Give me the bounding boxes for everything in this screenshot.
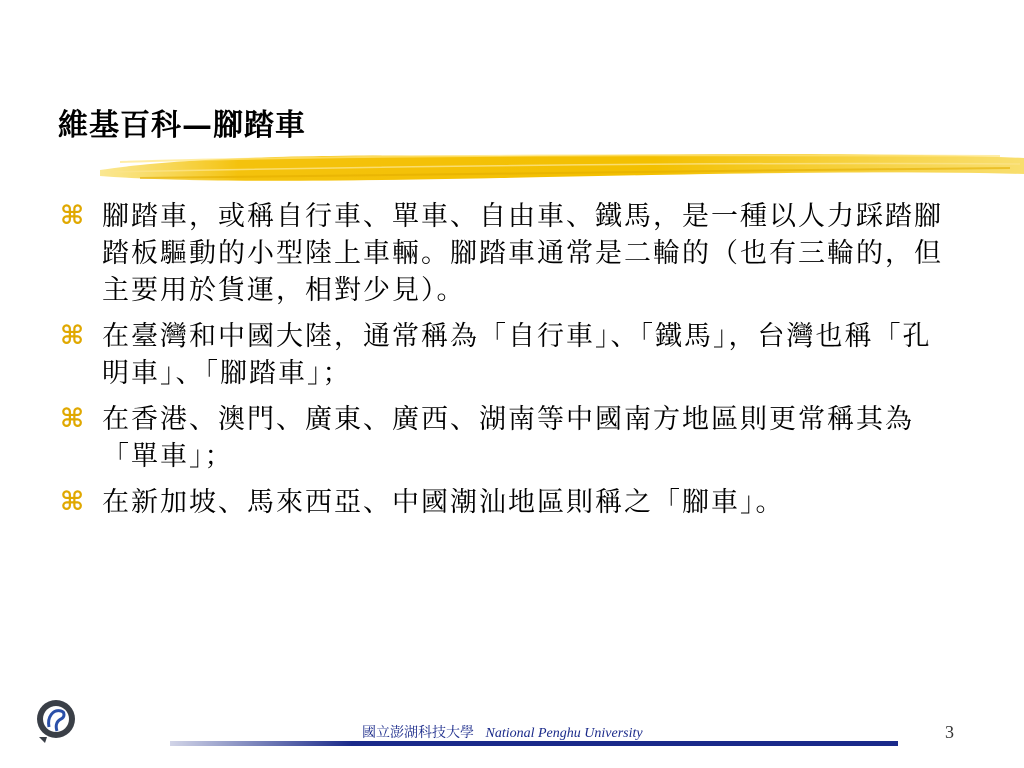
npu-logo-icon xyxy=(33,697,79,745)
bullet-text: 在臺灣和中國大陸，通常稱為「自行車」、「鐵馬」，台灣也稱「孔明車」、「腳踏車」； xyxy=(102,321,932,389)
bullet-item xyxy=(60,401,960,475)
slide-title: 維基百科—腳踏車 xyxy=(58,108,306,143)
command-bullet-icon: ⌘ xyxy=(60,321,87,351)
command-bullet-icon: ⌘ xyxy=(60,487,87,517)
bullet-item xyxy=(60,318,960,392)
footer-university xyxy=(362,722,643,742)
command-bullet-icon: ⌘ xyxy=(60,201,87,231)
title-underline-brush xyxy=(100,148,1024,188)
bullet-item xyxy=(60,198,960,309)
bullet-text: 在新加坡、馬來西亞、中國潮汕地區則稱之「腳車」。 xyxy=(102,487,785,518)
command-bullet-icon: ⌘ xyxy=(60,404,87,434)
footer-university-zh: 國立澎湖科技大學 xyxy=(362,726,474,741)
bullet-text: 在香港、澳門、廣東、廣西、湖南等中國南方地區則更常稱其為「單車」； xyxy=(102,404,914,472)
bullet-list xyxy=(60,198,960,530)
page-number: 3 xyxy=(945,722,954,742)
bullet-item xyxy=(60,484,960,521)
footer-university-en: National Penghu University xyxy=(485,726,643,741)
footer-divider xyxy=(170,741,898,746)
bullet-text: 腳踏車，或稱自行車、單車、自由車、鐵馬，是一種以人力踩踏腳踏板驅動的小型陸上車輛。腳踏車通常是二輪的（也有三輪的，但主要用於貨運，相對少見）。 xyxy=(102,201,943,306)
